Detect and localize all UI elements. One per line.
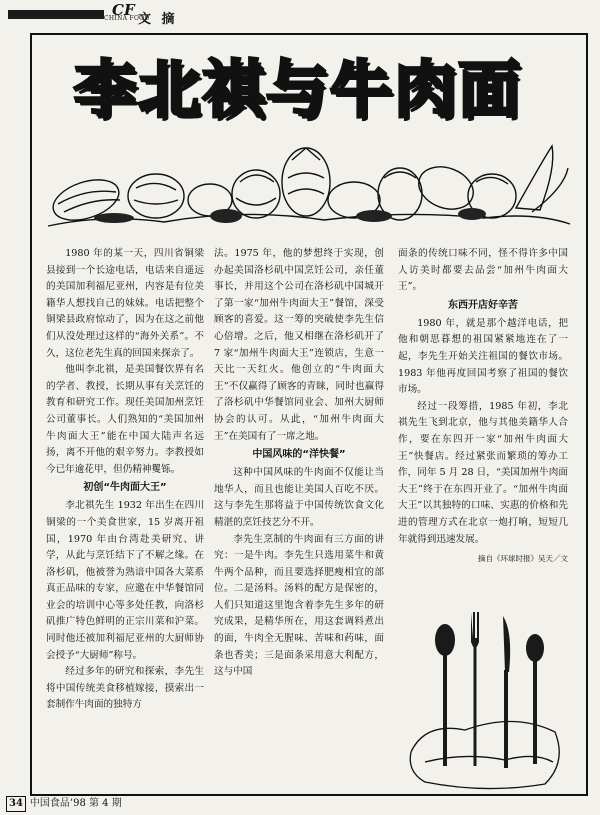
title-text: 李北祺与牛肉面 xyxy=(73,53,522,126)
article-column-1 xyxy=(46,246,204,714)
column-label: 文 摘 xyxy=(138,12,178,27)
header-subtitle: CHINA FOOD xyxy=(104,15,150,22)
page-footer xyxy=(6,796,122,812)
article-title xyxy=(48,50,548,136)
paragraph-continued: 法。1975 年，他的梦想终于实现，创办起美国洛杉矶中国烹饪公司，亲任董事长，并用这个公司在洛杉矶中国城开了第一家“加州牛肉面大王”餐馆，深受顾客的喜爱。这一筹的突破使李先生信心倍增。之后，他又相继在洛杉矶开了 7 家“加州牛肉面大王”连锁店，生意一天比一天红火。他创立的“牛肉面大王”不仅赢得了顾客的青睐，同时也赢得了洛杉矶中华餐馆同业会、加州大厨师协会的认可。从此，“加州牛肉面大王”在美国有了一席之地。 xyxy=(214,248,384,442)
paragraph: 这种中国风味的牛肉面不仅能让当地华人，而且也能让美国人百吃不厌。这与李先生那将益于中国传统饮食文化精湛的烹饪技艺分不开。 xyxy=(214,467,384,528)
cf-logo: CF xyxy=(112,1,135,19)
magazine-header xyxy=(0,0,600,30)
page-number: 34 xyxy=(6,796,26,812)
paragraph: 他叫李北祺，是美国餐饮界有名的学者、教授，长期从事有关烹饪的教育和研究工作。现任美国加州烹饪公司董事长。人们熟知的“美国加州牛肉面大王”能在中国大陆声名远扬，离不开他的艰辛努力。李教授如今已年逾花甲，但仍精神矍铄。 xyxy=(46,364,204,475)
paragraph: 经过多年的研究和探索，李先生将中国传统美食移植嫁接，摸索出一套制作牛肉面的独特方 xyxy=(46,666,204,711)
paragraph: 1980 年，就是那个越洋电话，把他和朝思暮想的祖国紧紧地连在了一起，李先生开始关注祖国的餐饮市场。1983 年他再度回国考察了祖国的餐饮市场。 xyxy=(398,317,568,396)
article-column-3 xyxy=(398,246,568,566)
header-bar xyxy=(8,10,104,19)
vegetables-illustration xyxy=(44,138,572,230)
utensils-illustration xyxy=(405,602,568,792)
paragraph: 李先生烹制的牛肉面有三方面的讲究：一是牛肉。李先生只选用菜牛和黄牛两个品种，而且要选择肥瘦相宜的部位。二是汤料。汤料的配方是保密的，人们只知道这里饱含着李先生多年的研究成果，是精华所在，用这套调料煮出的面，牛肉全无腥味、苦味和药味，面条也香美；三是面条采用意大利配方，这与中国 xyxy=(214,533,384,678)
source-credit: 摘自《环球时报》吴天／文 xyxy=(478,554,568,564)
paragraph: 李北祺先生 1932 年出生在四川铜梁的一个美食世家，15 岁离开祖国，1970 年由台湾赴美研究、讲学，从此与烹饪结下了不解之缘。在洛杉矶，他被誉为熟谙中国各大菜系真正品味的专家，应邀在中华餐馆同业会的培训中心等多处任教，向洛杉矶推广特色鲜明的正宗川菜和沪菜。同时他还被加利福尼亚州的大厨师协会授予“大厨师”称号。 xyxy=(46,500,204,661)
paragraph: 经过一段筹措，1985 年初，李北祺先生飞到北京，他与其他美籍华人合作，要在东四开一家“加州牛肉面大王”快餐店。经过紧张而繁琐的筹办工作，同年 5 月 28 日，“美国加州牛肉面大王”终于在东四开业了。“加州牛肉面大王”以其独特的口味、实惠的价格和先进的管理方式在北京一炮打响，短短几年就得到迅速发展。 xyxy=(398,400,568,545)
paragraph-continued: 面条的传统口味不同，怪不得许多中国人访美时都要去品尝“加州牛肉面大王”。 xyxy=(398,248,568,293)
section-heading: 中国风味的“洋快餐” xyxy=(252,449,346,461)
paragraph: 1980 年的某一天，四川省铜梁县接到一个长途电话，电话来自遥远的美国加利福尼亚州，内容是有位美籍华人想找自己的妹妹。电话把整个铜梁县政府惊动了，因为在这之前他们从没处理过这样的“海外关系”。不久，这位老先生真的回国来探亲了。 xyxy=(46,248,204,359)
article-column-2 xyxy=(214,246,384,681)
issue-label: 中国食品’98 第 4 期 xyxy=(29,798,122,809)
section-heading: 初创“牛肉面大王” xyxy=(83,482,167,494)
section-heading: 东西开店好辛苦 xyxy=(448,299,518,311)
